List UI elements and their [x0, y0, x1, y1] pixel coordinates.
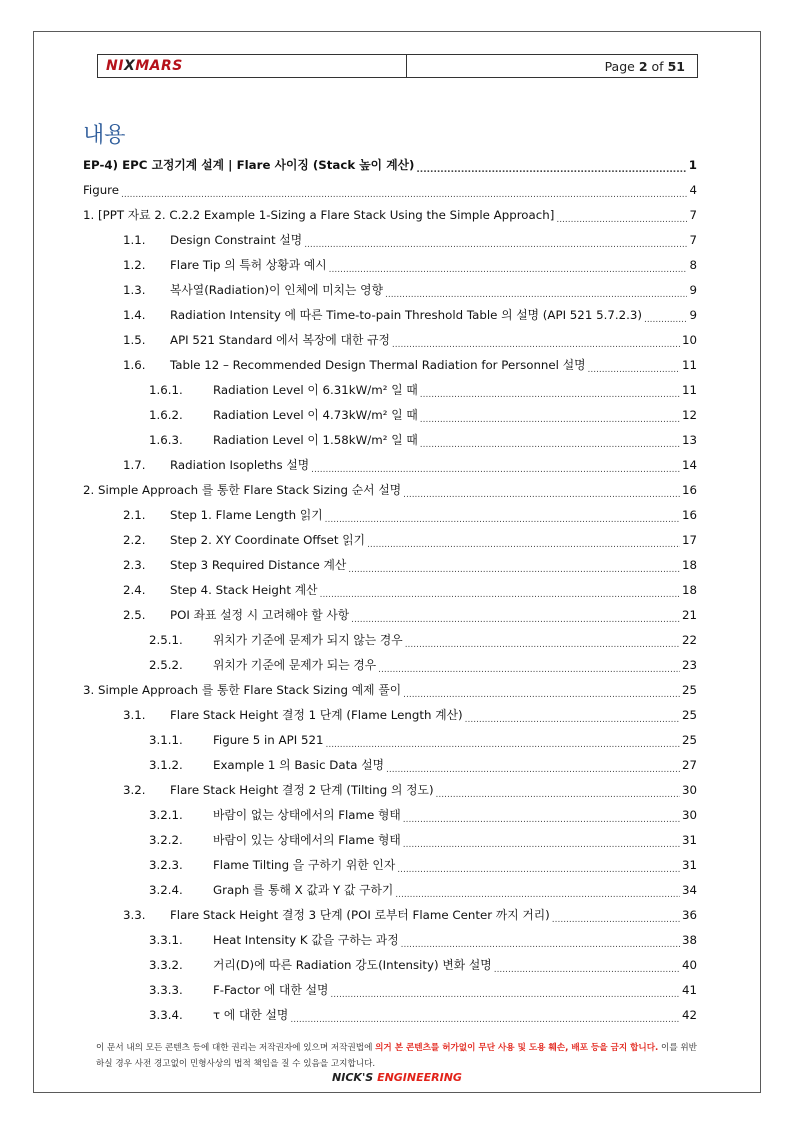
toc-entry-title: Figure [83, 182, 120, 197]
toc-entry-title: 복사열(Radiation)이 인체에 미치는 영향 [170, 283, 383, 297]
toc-entry[interactable] [83, 727, 697, 752]
toc-entry[interactable] [83, 477, 697, 502]
toc-entry[interactable] [83, 202, 697, 227]
toc-entry[interactable] [83, 327, 697, 352]
toc-entry-number: 3.3.2. [149, 957, 183, 972]
toc-entry[interactable] [83, 552, 697, 577]
toc-entry-page: 7 [689, 232, 697, 247]
toc-entry[interactable] [83, 527, 697, 552]
toc-leader-dots [351, 611, 680, 625]
toc-entry-page: 1 [688, 157, 697, 172]
toc-entry-title: Graph 를 통해 X 값과 Y 값 구하기 [213, 883, 394, 897]
toc-entry[interactable] [83, 777, 697, 802]
toc-entry-title: Radiation Level 이 6.31kW/m² 일 때 [213, 383, 418, 397]
toc-entry-page: 18 [681, 582, 697, 597]
toc-entry-number: 3.1.2. [149, 757, 183, 772]
toc-entry-number: 1.6. [123, 357, 146, 372]
toc-entry[interactable] [83, 277, 697, 302]
toc-entry-title: 위치가 기준에 문제가 되지 않는 경우 [213, 633, 403, 647]
toc-entry-page: 16 [681, 482, 697, 497]
toc-entry-number: 3.3.1. [149, 932, 183, 947]
toc-entry-number: 1.1. [123, 232, 146, 247]
toc-entry-title: τ 에 대한 설명 [213, 1008, 289, 1022]
toc-leader-dots [304, 236, 687, 250]
toc-entry[interactable] [83, 877, 697, 902]
toc-leader-dots [397, 861, 680, 875]
toc-entry-number: 1.3. [123, 282, 146, 297]
toc-entry-page: 12 [681, 407, 697, 422]
toc-entry-page: 17 [681, 532, 697, 547]
toc-entry[interactable] [83, 802, 697, 827]
toc-leader-dots [290, 1011, 680, 1025]
toc-entry-page: 21 [681, 607, 697, 622]
toc-entry-title: Table 12 – Recommended Design Thermal Radiation for Personnel 설명 [170, 358, 586, 372]
toc-entry-number: 2.5.1. [149, 632, 183, 647]
toc-leader-dots [395, 886, 680, 900]
toc-entry-page: 25 [681, 707, 697, 722]
toc-leader-dots [325, 511, 680, 525]
toc-entry-page: 11 [681, 357, 697, 372]
toc-leader-dots [465, 711, 680, 725]
toc-entry-page: 4 [689, 182, 697, 197]
toc-entry-number: 2.4. [123, 582, 146, 597]
toc-leader-dots [385, 286, 688, 300]
toc-entry[interactable] [83, 427, 697, 452]
toc-entry-number: 3.2. [123, 782, 146, 797]
toc-leader-dots [320, 586, 680, 600]
toc-entry-page: 31 [681, 832, 697, 847]
toc-entry[interactable] [83, 677, 697, 702]
toc-entry-number: 3.2.4. [149, 882, 183, 897]
copyright-notice: 이 문서 내의 모든 콘텐츠 등에 대한 권리는 저작권자에 있으며 저작권법에 의거 본 콘텐츠를 허가없이 무단 사용 및 도용 훼손, 배포 등을 금지 합니다. 이를 위반 하실 경우 사전 경고없이 민형사상의 법적 책임을 질 수 있음을 고지합니다. [96, 1043, 697, 1069]
toc-entry[interactable] [83, 952, 697, 977]
logo-cell [98, 55, 407, 77]
page-label: Page [604, 58, 635, 74]
toc-leader-dots [405, 636, 680, 650]
toc-entry-page: 8 [689, 257, 697, 272]
toc-entry-page: 42 [681, 1007, 697, 1022]
toc-entry-title: 바람이 없는 상태에서의 Flame 형태 [213, 808, 401, 822]
toc-leader-dots [348, 561, 680, 575]
toc-leader-dots [330, 986, 680, 1000]
toc-entry-page: 14 [681, 457, 697, 472]
toc-entry-number: 3.2.3. [149, 857, 183, 872]
toc-entry-title: Step 1. Flame Length 읽기 [170, 508, 323, 522]
toc-leader-dots [587, 361, 680, 375]
toc-entry[interactable] [83, 977, 697, 1002]
toc-entry-page: 9 [689, 282, 697, 297]
toc-entry-title: Flare Stack Height 결정 3 단계 (POI 로부터 Flame Center 까지 거리) [170, 908, 550, 922]
toc-leader-dots [386, 761, 680, 775]
page-of: of [651, 58, 664, 74]
toc-entry-page: 25 [681, 682, 697, 697]
toc-entry-page: 27 [681, 757, 697, 772]
toc-leader-dots [416, 161, 686, 175]
toc-entry-title: Figure 5 in API 521 [213, 732, 324, 747]
toc-entry-number: 3.1. [123, 707, 146, 722]
toc-entry[interactable] [83, 652, 697, 677]
toc-entry-page: 16 [681, 507, 697, 522]
toc-leader-dots [378, 661, 680, 675]
toc-leader-dots [403, 686, 680, 700]
toc-entry-page: 30 [681, 782, 697, 797]
toc-leader-dots [325, 736, 680, 750]
toc-entry[interactable] [83, 152, 697, 177]
toc-leader-dots [311, 461, 680, 475]
toc-entry-number: 2.5.2. [149, 657, 183, 672]
page-header [97, 54, 698, 78]
toc-entry-page: 31 [681, 857, 697, 872]
toc-entry-page: 7 [689, 207, 697, 222]
toc-entry-title: Step 3 Required Distance 계산 [170, 558, 347, 572]
toc-entry-number: 1.4. [123, 307, 146, 322]
toc-entry-page: 25 [681, 732, 697, 747]
toc-entry-number: 1.5. [123, 332, 146, 347]
toc-entry-page: 11 [681, 382, 697, 397]
toc-entry[interactable] [83, 752, 697, 777]
toc-entry[interactable] [83, 627, 697, 652]
toc-entry[interactable] [83, 602, 697, 627]
toc-entry-title: Radiation Intensity 에 따른 Time-to-pain Threshold Table 의 설명 (API 521 5.7.2.3) [170, 308, 642, 322]
toc-entry[interactable] [83, 252, 697, 277]
page-number-cell [407, 55, 697, 77]
toc-entry-title: 바람이 있는 상태에서의 Flame 형태 [213, 833, 401, 847]
toc-entry[interactable] [83, 227, 697, 252]
toc-entry[interactable] [83, 402, 697, 427]
toc-entry-page: 38 [681, 932, 697, 947]
toc-entry-number: 2.2. [123, 532, 146, 547]
toc-entry-page: 23 [681, 657, 697, 672]
toc-entry-title: Design Constraint 설명 [170, 233, 303, 247]
toc-leader-dots [403, 811, 680, 825]
toc-leader-dots [420, 411, 680, 425]
table-of-contents [83, 152, 697, 1027]
toc-leader-dots [403, 486, 680, 500]
toc-entry-title: 거리(D)에 따른 Radiation 강도(Intensity) 변화 설명 [213, 958, 492, 972]
toc-entry-title: POI 좌표 설정 시 고려해야 할 사항 [170, 608, 350, 622]
toc-entry-number: 1.6.1. [149, 382, 183, 397]
toc-entry-page: 22 [681, 632, 697, 647]
toc-entry[interactable] [83, 302, 697, 327]
toc-entry[interactable] [83, 827, 697, 852]
toc-entry-title: Step 4. Stack Height 계산 [170, 583, 318, 597]
toc-entry[interactable] [83, 502, 697, 527]
toc-entry-title: 위치가 기준에 문제가 되는 경우 [213, 658, 377, 672]
toc-leader-dots [420, 386, 680, 400]
toc-title: 내용 [83, 123, 126, 148]
page-current: 2 [638, 58, 648, 74]
toc-entry[interactable] [83, 352, 697, 377]
toc-entry-title: Flare Stack Height 결정 2 단계 (Tilting 의 정도) [170, 783, 434, 797]
toc-leader-dots [367, 536, 680, 550]
toc-entry-number: 2.5. [123, 607, 146, 622]
toc-entry-page: 30 [681, 807, 697, 822]
toc-entry[interactable] [83, 377, 697, 402]
toc-entry-title: Heat Intensity K 값을 구하는 과정 [213, 933, 399, 947]
toc-entry-page: 36 [681, 907, 697, 922]
toc-entry-page: 41 [681, 982, 697, 997]
toc-entry-number: 2.1. [123, 507, 146, 522]
toc-entry-title: Radiation Level 이 4.73kW/m² 일 때 [213, 408, 418, 422]
toc-entry-title: Example 1 의 Basic Data 설명 [213, 758, 385, 772]
toc-entry-title: API 521 Standard 에서 복장에 대한 규정 [170, 333, 390, 347]
toc-entry[interactable] [83, 902, 697, 927]
toc-entry-page: 18 [681, 557, 697, 572]
toc-leader-dots [121, 186, 687, 200]
toc-entry-number: 3.3.4. [149, 1007, 183, 1022]
toc-entry-title: Flame Tilting 을 구하기 위한 인자 [213, 858, 396, 872]
toc-entry-number: 3.2.1. [149, 807, 183, 822]
toc-leader-dots [329, 261, 688, 275]
toc-entry-number: 3.1.1. [149, 732, 183, 747]
toc-entry-title: Step 2. XY Coordinate Offset 읽기 [170, 533, 366, 547]
toc-leader-dots [644, 311, 688, 325]
toc-entry-title: Flare Tip 의 특허 상황과 예시 [170, 258, 327, 272]
toc-leader-dots [420, 436, 680, 450]
toc-entry-title: EP-4) EPC 고정기계 설계 | Flare 사이징 (Stack 높이 계산) [83, 158, 415, 172]
toc-entry[interactable] [83, 1002, 697, 1027]
toc-entry-number: 2.3. [123, 557, 146, 572]
toc-leader-dots [494, 961, 680, 975]
toc-leader-dots [436, 786, 680, 800]
toc-entry[interactable] [83, 702, 697, 727]
toc-entry-number: 3.3.3. [149, 982, 183, 997]
toc-entry-title: Flare Stack Height 결정 1 단계 (Flame Length 계산) [170, 708, 463, 722]
toc-entry-title: 3. Simple Approach 를 통한 Flare Stack Sizing 예제 풀이 [83, 683, 402, 697]
toc-entry-number: 1.2. [123, 257, 146, 272]
page-total: 51 [667, 58, 685, 74]
toc-entry-number: 3.3. [123, 907, 146, 922]
toc-entry-number: 1.7. [123, 457, 146, 472]
toc-leader-dots [401, 936, 680, 950]
toc-entry[interactable] [83, 177, 697, 202]
toc-entry[interactable] [83, 927, 697, 952]
toc-entry-title: Radiation Level 이 1.58kW/m² 일 때 [213, 433, 418, 447]
toc-entry-page: 9 [689, 307, 697, 322]
toc-leader-dots [552, 911, 680, 925]
toc-entry[interactable] [83, 577, 697, 602]
toc-entry[interactable] [83, 452, 697, 477]
toc-leader-dots [392, 336, 680, 350]
toc-entry-page: 40 [681, 957, 697, 972]
toc-leader-dots [403, 836, 680, 850]
toc-entry-number: 3.2.2. [149, 832, 183, 847]
toc-entry-title: F-Factor 에 대한 설명 [213, 983, 329, 997]
toc-entry[interactable] [83, 852, 697, 877]
toc-entry-page: 10 [681, 332, 697, 347]
toc-entry-number: 1.6.2. [149, 407, 183, 422]
toc-entry-title: 1. [PPT 자료 2. C.2.2 Example 1-Sizing a Flare Stack Using the Simple Approach] [83, 208, 555, 222]
toc-entry-page: 13 [681, 432, 697, 447]
toc-entry-page: 34 [681, 882, 697, 897]
toc-entry-number: 1.6.3. [149, 432, 183, 447]
toc-entry-title: 2. Simple Approach 를 통한 Flare Stack Sizing 순서 설명 [83, 483, 402, 497]
toc-leader-dots [556, 211, 687, 225]
nixmars-logo: NIXMARS [106, 58, 183, 74]
footer-brand: NICK'S ENGINEERING [332, 1071, 462, 1084]
toc-entry-title: Radiation Isopleths 설명 [170, 458, 310, 472]
